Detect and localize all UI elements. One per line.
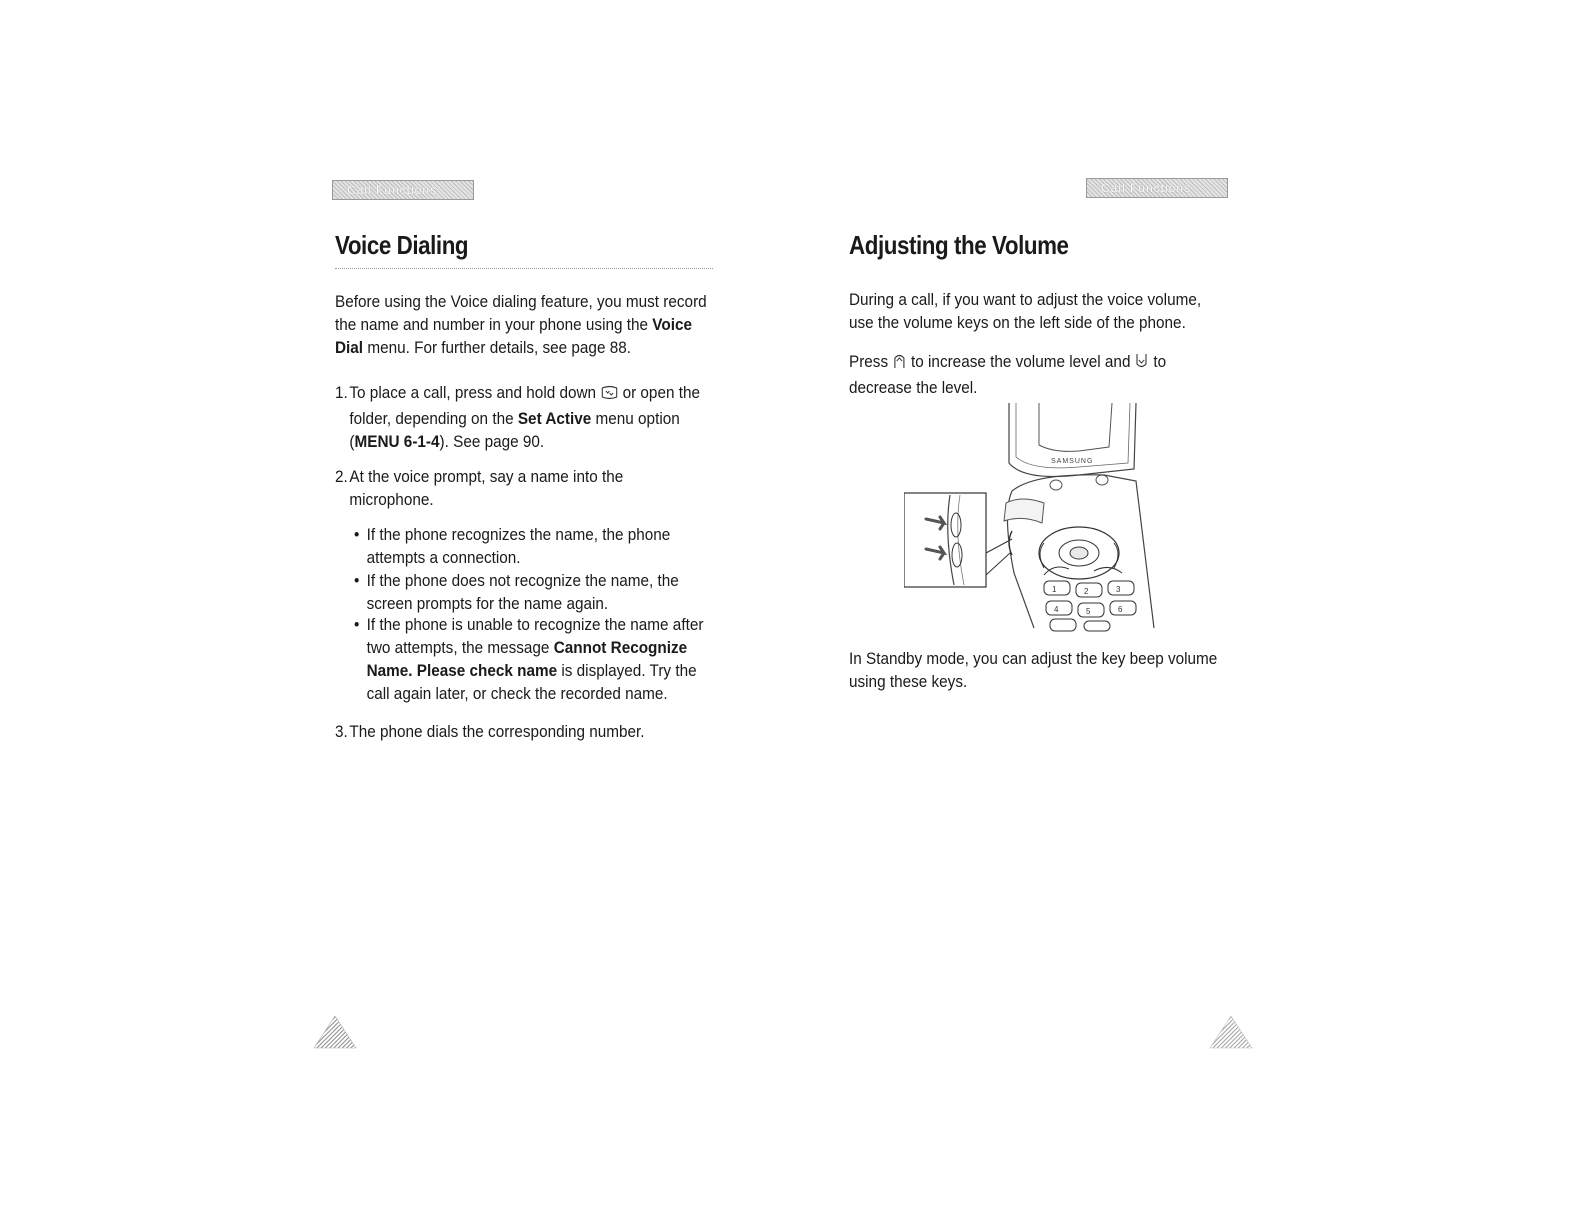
bullet-1 xyxy=(354,523,696,569)
phone-brand-label: SAMSUNG xyxy=(1051,458,1094,465)
step-3-text: The phone dials the corresponding number. xyxy=(349,722,645,741)
step-number: 3. xyxy=(335,722,348,741)
bullet-3-bold-message: Cannot Recognize Name. Please check name xyxy=(366,638,688,680)
step-3 xyxy=(335,720,709,743)
bullet-3 xyxy=(354,613,714,705)
bullet-3-text-1: If the phone is unable to recognize the name after two attempts, the message xyxy=(366,615,704,657)
volume-down-key-icon xyxy=(1135,352,1149,376)
left-header-tab-label: Call Functions xyxy=(347,183,438,197)
bullet-dot: • xyxy=(354,571,360,590)
page-corner-triangle-icon xyxy=(312,1014,358,1055)
volume-paragraph-1: During a call, if you want to adjust the voice volume, use the volume keys on the left side of the phone. xyxy=(849,290,1202,332)
svg-text:5: 5 xyxy=(1086,607,1091,616)
intro-text-1: Before using the Voice dialing feature, you must record the name and number in your phone using the xyxy=(335,292,707,334)
step-1 xyxy=(335,381,709,453)
volume-paragraph-2 xyxy=(849,350,1218,399)
step-1-text-1: To place a call, press and hold down xyxy=(349,383,601,402)
page-corner-triangle-icon xyxy=(1208,1014,1254,1055)
bullet-dot: • xyxy=(354,525,360,544)
svg-text:2: 2 xyxy=(1084,587,1089,596)
svg-text:1: 1 xyxy=(1052,585,1057,594)
intro-paragraph xyxy=(335,290,709,359)
step-1-text-4: ). See page 90. xyxy=(439,432,545,451)
right-page xyxy=(792,0,1584,1224)
para2-text-1: Press xyxy=(849,352,893,371)
bullet-2-text: If the phone does not recognize the name, the screen prompts for the name again. xyxy=(366,571,679,613)
step-number: 2. xyxy=(335,467,348,486)
para2-text-2: to increase the volume level and xyxy=(906,352,1135,371)
para2-text-3: to decrease the level. xyxy=(849,352,1167,397)
step-2-text: At the voice prompt, say a name into the microphone. xyxy=(349,467,624,509)
intro-bold-voice-dial: Voice Dial xyxy=(335,315,692,357)
title-rule xyxy=(335,268,713,269)
phone-volume-illustration xyxy=(904,403,1164,638)
right-header-tab xyxy=(1086,178,1228,198)
volume-paragraph-3: In Standby mode, you can adjust the key beep volume using these keys. xyxy=(849,649,1218,691)
bullet-2 xyxy=(354,569,696,615)
bullet-dot: • xyxy=(354,615,360,634)
step-1-bold-set-active: Set Active xyxy=(517,409,592,428)
page-title-adjusting-volume: Adjusting the Volume xyxy=(849,230,1069,260)
volume-up-key-icon xyxy=(892,352,906,376)
step-1-text-2: or open the folder, depending on the xyxy=(349,383,700,428)
page-title-voice-dialing: Voice Dialing xyxy=(335,230,469,260)
bullet-1-text: If the phone recognizes the name, the phone attempts a connection. xyxy=(366,525,671,567)
voice-dial-key-icon xyxy=(600,384,618,407)
svg-text:6: 6 xyxy=(1118,605,1123,614)
step-number: 1. xyxy=(335,383,348,402)
step-1-text-3: menu option ( xyxy=(349,409,680,451)
left-header-tab xyxy=(332,180,474,200)
step-1-bold-menu: MENU 6-1-4 xyxy=(354,432,440,451)
svg-text:3: 3 xyxy=(1116,585,1121,594)
step-2 xyxy=(335,465,659,511)
svg-text:4: 4 xyxy=(1054,605,1059,614)
bullet-3-text-2: is displayed. Try the call again later, or check the recorded name. xyxy=(366,661,697,703)
right-header-tab-label: Call Functions xyxy=(1101,181,1192,195)
intro-text-2: menu. For further details, see page 88. xyxy=(363,338,631,357)
